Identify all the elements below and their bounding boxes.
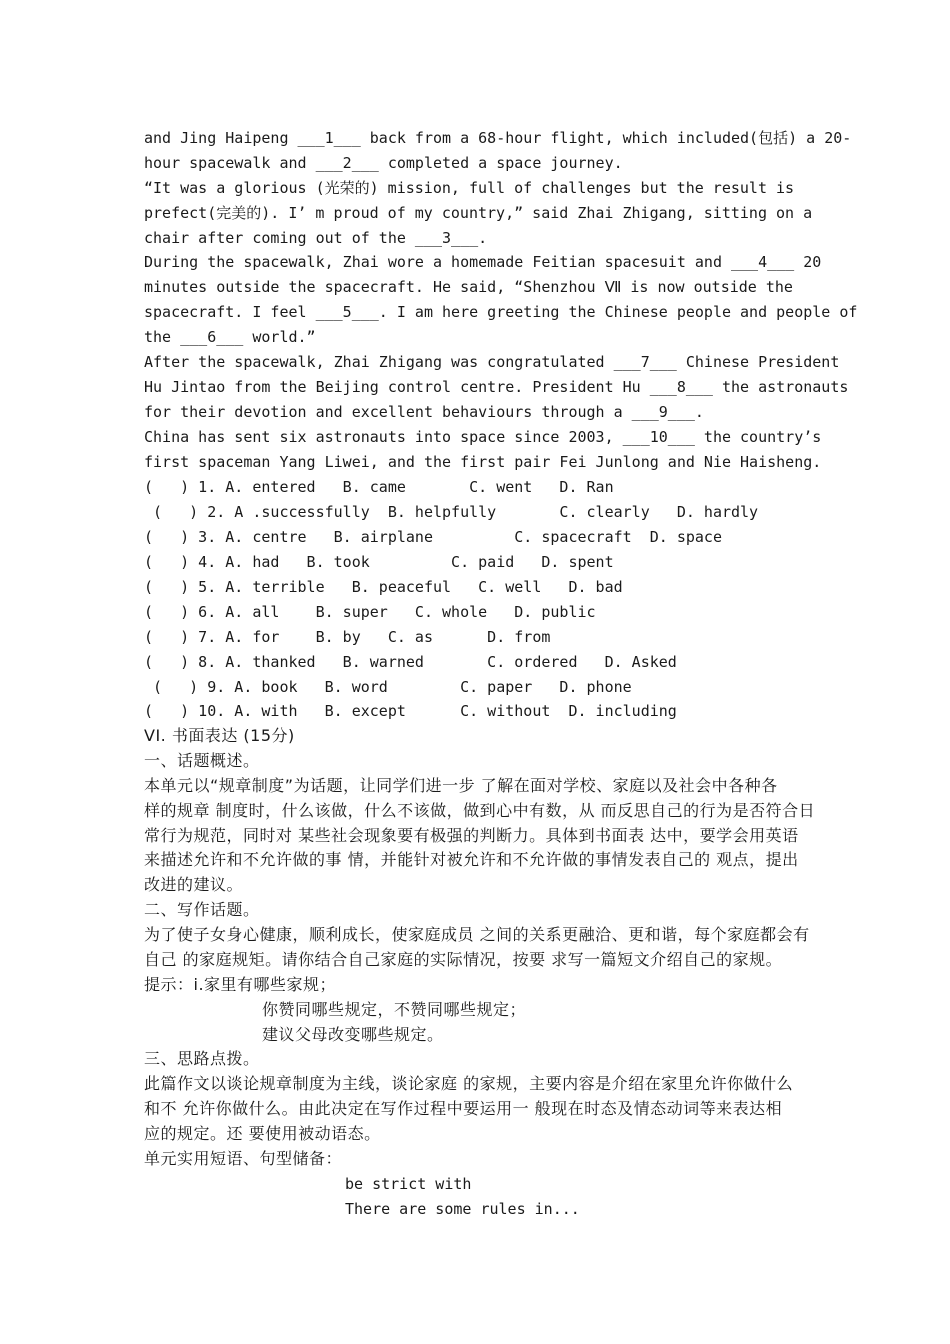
passage-line: prefect(完美的). I’ m proud of my country,” said Zhai Zhigang, sitting on a: [144, 204, 813, 222]
passage-line: After the spacewalk, Zhai Zhigang was congratulated ___7___ Chinese President: [144, 353, 840, 371]
question-option-row: ( ) 9. A. book B. word C. paper D. phone: [144, 678, 632, 696]
passage-line: first spaceman Yang Liwei, and the first pair Fei Junlong and Nie Haisheng.: [144, 453, 822, 471]
passage-line: hour spacewalk and ___2___ completed a space journey.: [144, 154, 623, 172]
question-option-row: ( ) 3. A. centre B. airplane C. spacecraft D. space: [144, 528, 722, 546]
question-option-row: ( ) 10. A. with B. except C. without D. including: [144, 702, 677, 720]
passage-line: and Jing Haipeng ___1___ back from a 68-hour flight, which included(包括) a 20-: [144, 129, 852, 147]
paragraph-line: 此篇作文以谈论规章制度为主线，谈论家庭 的家规，主要内容是介绍在家里允许你做什么: [144, 1074, 794, 1093]
hint-line: 建议父母改变哪些规定。: [262, 1025, 444, 1044]
passage-line: minutes outside the spacecraft. He said, “Shenzhou Ⅶ is now outside the: [144, 278, 793, 296]
passage-line: China has sent six astronauts into space since 2003, ___10___ the country’s: [144, 428, 822, 446]
question-option-row: ( ) 6. A. all B. super C. whole D. public: [144, 603, 596, 621]
section-heading: VI. 书面表达 (15分): [144, 726, 295, 745]
passage-line: Hu Jintao from the Beijing control centre. President Hu ___8___ the astronauts: [144, 378, 849, 396]
passage-line: chair after coming out of the ___3___.: [144, 229, 488, 247]
paragraph-line: 来描述允许和不允许做的事 情，并能针对被允许和不允许做的事情发表自己的 观点，提出: [144, 850, 799, 869]
paragraph-line: 自己 的家庭规矩。请你结合自己家庭的实际情况，按要 求写一篇短文介绍自己的家规。: [144, 950, 783, 969]
passage-line: During the spacewalk, Zhai wore a homemade Feitian spacesuit and ___4___ 20: [144, 253, 822, 271]
question-option-row: ( ) 8. A. thanked B. warned C. ordered D. Asked: [144, 653, 677, 671]
paragraph-line: 为了使子女身心健康，顺利成长，使家庭成员 之间的关系更融洽、更和谐，每个家庭都会有: [144, 925, 810, 944]
paragraph-line: 应的规定。还 要使用被动语态。: [144, 1124, 381, 1143]
question-option-row: ( ) 4. A. had B. took C. paid D. spent: [144, 553, 614, 571]
question-option-row: ( ) 5. A. terrible B. peaceful C. well D. bad: [144, 578, 623, 596]
passage-line: “It was a glorious (光荣的) mission, full of challenges but the result is: [144, 179, 795, 197]
passage-line: the ___6___ world.”: [144, 328, 316, 346]
passage-line: spacecraft. I feel ___5___. I am here greeting the Chinese people and people of: [144, 303, 858, 321]
paragraph-line: 和不 允许你做什么。由此决定在写作过程中要运用一 般现在时态及情态动词等来表达相: [144, 1099, 783, 1118]
question-option-row: ( ) 2. A .successfully B. helpfully C. clearly D. hardly: [144, 503, 759, 521]
passage-line: for their devotion and excellent behaviours through a ___9___.: [144, 403, 704, 421]
paragraph-line: 改进的建议。: [144, 875, 244, 894]
phrase-item: There are some rules in...: [345, 1200, 580, 1218]
paragraph-line: 样的规章 制度时，什么该做，什么不该做，做到心中有数，从 而反思自己的行为是否符合日: [144, 801, 816, 820]
phrases-title: 单元实用短语、句型储备：: [144, 1149, 343, 1168]
question-option-row: ( ) 7. A. for B. by C. as D. from: [144, 628, 551, 646]
subsection-title: 二、写作话题。: [144, 900, 260, 919]
paragraph-line: 常行为规范，同时对 某些社会现象要有极强的判断力。具体到书面表 达中，要学会用英语: [144, 826, 799, 845]
subsection-title: 三、思路点拨。: [144, 1049, 260, 1068]
subsection-title: 一、话题概述。: [144, 751, 260, 770]
hint-label: 提示：i.家里有哪些家规；: [144, 975, 337, 994]
paragraph-line: 本单元以“规章制度”为话题，让同学们进一步 了解在面对学校、家庭以及社会中各种各: [144, 776, 778, 795]
hint-line: 你赞同哪些规定，不赞同哪些规定；: [262, 1000, 527, 1019]
phrase-item: be strict with: [345, 1175, 472, 1193]
question-option-row: ( ) 1. A. entered B. came C. went D. Ran: [144, 478, 614, 496]
